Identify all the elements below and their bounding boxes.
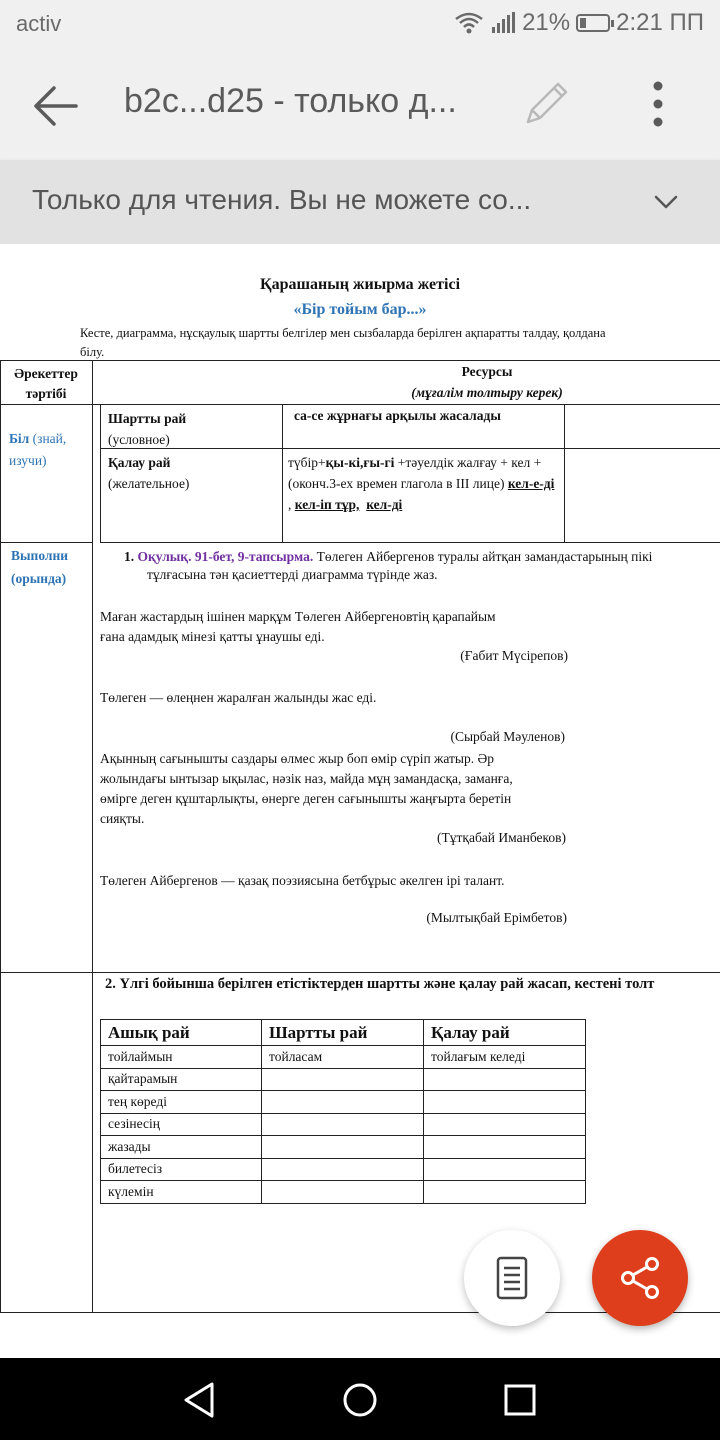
table-cell — [424, 1091, 586, 1114]
table-cell — [262, 1181, 424, 1204]
table-cell — [262, 1158, 424, 1181]
table-row — [101, 1181, 586, 1204]
doc-intro: Кесте, диаграмма, нұсқаулық шартты белгілер мен сызбаларда берілген ақпаратты талдау, қолдана білу. — [80, 326, 606, 359]
more-options-icon[interactable] — [636, 78, 680, 130]
section-know-label: Біл (знай, изучи) — [9, 431, 67, 468]
table-cell — [424, 1158, 586, 1181]
table-row — [101, 1046, 586, 1069]
table-cell — [262, 1113, 424, 1136]
signal-icon — [490, 11, 516, 35]
quote-2-author: (Сырбай Мәуленов) — [450, 729, 565, 744]
table-cell: тойлаймын — [101, 1046, 262, 1069]
read-only-message: Только для чтения. Вы не можете со... — [32, 184, 532, 215]
conjugation-header-row — [101, 1020, 586, 1046]
document-title: b2c...d25 - только д... — [124, 82, 457, 120]
doc-title: Қарашаның жиырма жетісі — [259, 276, 461, 293]
table-row — [101, 1158, 586, 1181]
conjugation-header-cell: Шартты рай — [262, 1020, 424, 1046]
task1: 1. Оқулық. 91-бет, 9-тапсырма. Төлеген Айбергенов туралы айтқан замандастарының пікі — [124, 549, 653, 564]
header-actions: Әрекеттер тәртібі — [14, 366, 78, 401]
table-cell: тойлағым келеді — [424, 1046, 586, 1069]
share-icon — [616, 1254, 664, 1302]
table-cell: билетесіз — [101, 1158, 262, 1181]
header-resources-note: (мұғалім толтыру керек) — [411, 385, 563, 400]
conjugation-header-cell: Қалау рай — [424, 1020, 586, 1046]
status-bar — [0, 0, 720, 50]
nav-home-icon[interactable] — [340, 1380, 380, 1420]
nav-recents-icon[interactable] — [500, 1380, 540, 1420]
table-cell — [262, 1068, 424, 1091]
read-only-banner[interactable] — [0, 160, 720, 244]
table-row — [101, 1136, 586, 1159]
task1-line2: тұлғасына тән қасиеттерді диаграмма түрінде жаз. — [147, 567, 438, 582]
system-nav-bar — [0, 1358, 720, 1440]
chevron-down-icon[interactable] — [652, 188, 680, 216]
quote-3-author: (Тұтқабай Иманбеков) — [437, 830, 566, 845]
wifi-icon — [454, 11, 484, 35]
header-resources: Ресурсы — [461, 364, 513, 379]
conditional-desc: са-се жұрнағы арқылы жасалады — [294, 408, 501, 423]
app-bar — [0, 50, 720, 160]
quote-4: Төлеген Айбергенов — қазақ поэзиясына бетбұрыс әкелген ірі талант. — [100, 873, 505, 888]
table-cell — [424, 1181, 586, 1204]
doc-subtitle: «Бір тойым бар...» — [293, 301, 427, 318]
quote-4-author: (Мылтықбай Ерімбетов) — [426, 910, 567, 925]
conjugation-header-cell: Ашық рай — [101, 1020, 262, 1046]
quote-1-author: (Ғабит Мүсірепов) — [460, 648, 568, 663]
table-row — [101, 1113, 586, 1136]
conjugation-table — [100, 1019, 586, 1204]
task2: 2. Үлгі бойынша берілген етістіктерден шартты және қалау рай жасап, кестені толт — [105, 976, 655, 992]
share-button[interactable] — [592, 1230, 688, 1326]
nav-back-icon[interactable] — [180, 1380, 220, 1420]
table-cell: сезінесің — [101, 1113, 262, 1136]
table-cell: жазады — [101, 1136, 262, 1159]
carrier-name: activ — [16, 11, 62, 36]
table-cell: тойласам — [262, 1046, 424, 1069]
quote-2: Төлеген — өлеңнен жаралған жалынды жас еді. — [100, 690, 377, 705]
back-arrow-icon[interactable] — [30, 80, 82, 132]
quote-1: Маған жастардың ішінен марқұм Төлеген Айбергеновтің қарапайым ғана адамдық мінезі қатты ұнаушы еді. — [100, 609, 496, 644]
battery-percent: 21% — [522, 9, 571, 36]
desirative-desc: түбір+қы-кі,ғы-гі +тәуелдік жалғау + кел + (оконч.3-ех времен глагола в III лице) кел-е-ді , кел-іп тұр, кел-ді — [288, 455, 555, 512]
table-cell: қайтарамын — [101, 1068, 262, 1091]
table-cell — [424, 1113, 586, 1136]
table-cell: тең көреді — [101, 1091, 262, 1114]
table-row — [101, 1068, 586, 1091]
table-row — [101, 1091, 586, 1114]
grammar-row-conditional: Шартты рай (условное) — [108, 411, 187, 447]
status-icons — [448, 9, 704, 37]
edit-pencil-icon[interactable] — [520, 76, 574, 130]
quote-3: Ақынның сағынышты саздары өлмес жыр боп өмір сүріп жатыр. Әр жолындағы ынтызар ықылас, нәзік наз, майда мұң замандасқа, заманға, өмірге деген құштарлықты, өнерге деген сағынышты жаңғырта беретін сияқты. — [100, 751, 513, 826]
table-cell — [262, 1136, 424, 1159]
grammar-row-desirative: Қалау рай (желательное) — [108, 455, 190, 491]
clock: 2:21 ПП — [616, 9, 704, 36]
document-icon — [488, 1254, 536, 1302]
reading-view-button[interactable] — [464, 1230, 560, 1326]
table-cell — [262, 1091, 424, 1114]
table-cell — [424, 1136, 586, 1159]
document-page[interactable] — [0, 244, 720, 1358]
table-cell — [424, 1068, 586, 1091]
section-do-label: Выполни (орында) — [11, 548, 69, 586]
battery-icon — [576, 14, 610, 32]
table-cell: күлемін — [101, 1181, 262, 1204]
